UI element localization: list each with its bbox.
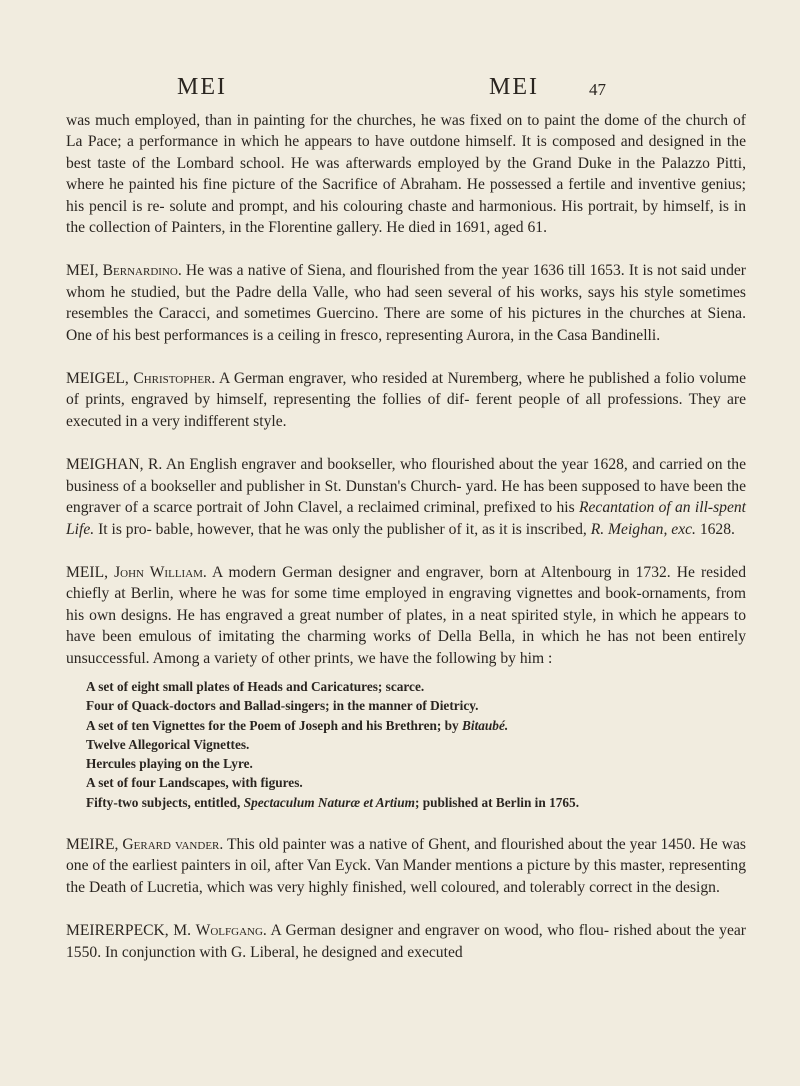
entry-text: It is pro- bable, however, that he was only the publisher of it, as it is inscribed, [94,520,591,538]
entry-title-italic: Recantation of an ill-spent Life. [66,499,747,538]
entry-headword: MEI, [66,262,99,280]
list-item-text: Fifty-two subjects, entitled, [86,794,244,810]
entry-headword: MEIGHAN, [66,456,144,474]
page-body [66,110,746,963]
entry-given-name: John William. [114,563,207,581]
list-item: A set of four Landscapes, with figures. [86,775,303,791]
entry-text: He was a native of Siena, and flourished from the year 1636 till 1653. It is not said under whom he studied, but the Padre della Valle, who had seen several of his works, says his style sometimes resembles the Caracci, and sometimes Guercino. There are some of his pictures in the churches at Siena. One of his best performances is a ceiling in fresco, representing Aurora, in the Casa Bandinelli. [66,262,746,344]
list-item-text: A set of ten Vignettes for the Poem of Joseph and his Brethren; by [86,717,462,733]
entry-mei-bernardino [66,260,746,346]
list-item: Twelve Allegorical Vignettes. [86,736,250,752]
entry-given-name: R. [147,456,163,474]
entry-text: 1628. [695,520,735,538]
entry-meigel [66,368,746,432]
list-item: A set of eight small plates of Heads and Caricatures; scarce. [86,678,425,694]
list-item: Four of Quack-doctors and Ballad-singers; in the manner of Dietricy. [86,698,479,714]
entry-meire [66,834,746,898]
entry-text: A modern German designer and engraver, born at Altenbourg in 1732. He resided chiefly at Berlin, where he was for some time employed in engraving vignettes and book-ornaments, from his own designs. He has engraved a great number of plates, in a neat spirited style, in which he appears to have been emulous of imitating the charming works of Della Bella, in which he has not been entirely unsuccessful. Among a variety of other prints, we have the following by him : [66,563,746,667]
continued-paragraph: was much employed, than in painting for the churches, he was fixed on to paint the dome of the church of La Pace; a performance in which he appears to have outdone himself. It is composed and designed in the best taste of the Lombard school. He was afterwards employed by the Grand Duke in the Palazzo Pitti, where he painted his fine picture of the Sacrifice of Abraham. He possessed a fertile and inventive genius; his pencil is re- solute and prompt, and his colouring chaste and harmonious. His portrait, by himself, is in the collection of Painters, in the Florentine gallery. He died in 1691, aged 61. [66,112,746,237]
list-item [86,793,746,812]
list-item-italic: Spectaculum Naturæ et Artium [243,794,415,810]
entry-meil [66,562,746,669]
list-item [86,716,746,735]
entry-given-name: Gerard vander. [122,836,224,854]
prints-list [86,677,746,812]
entry-meighan [66,454,746,540]
list-item-text: ; published at Berlin in 1765. [414,794,580,810]
running-head-right: MEI [489,74,539,100]
entry-headword: MEIRERPECK, M. [66,922,192,940]
list-item: Hercules playing on the Lyre. [86,756,253,772]
page-number: 47 [589,80,606,99]
entry-headword: MEIRE, [66,836,119,854]
entry-text: A German designer and engraver on wood, who flou- rished about the year 1550. In conjunction with G. Liberal, he designed and executed [66,922,746,961]
list-item-italic: Bitaubé. [462,717,509,733]
entry-given-name: Bernardino. [102,262,182,280]
running-head-left: MEI [177,74,227,100]
entry-given-name: Christopher. [133,370,216,388]
entry-text: An English engraver and bookseller, who flourished about the year 1628, and carried on the business of a bookseller and publisher in St. Dunstan's Church- yard. He has been supposed to have been the engraver of a scarce portrait of John Clavel, a reclaimed criminal, prefixed to his [66,456,746,517]
entry-meirerpeck [66,920,746,963]
entry-text: A German engraver, who resided at Nuremberg, where he published a folio volume of prints, engraved by himself, representing the follies of dif- ferent people of all professions. They are executed in a very indifferent style. [66,370,746,430]
entry-headword: MEIL, [66,563,109,581]
entry-text: This old painter was a native of Ghent, and flourished about the year 1450. He was one of the earliest painters in oil, after Van Eyck. Van Mander mentions a picture by this master, representing the Death of Lucretia, which was very highly finished, well coloured, and tolerably correct in the design. [66,836,746,896]
entry-given-name: Wolfgang. [195,922,267,940]
entry-inscription-italic: R. Meighan, exc. [590,520,696,538]
entry-headword: MEIGEL, [66,370,129,388]
running-header [0,74,800,104]
